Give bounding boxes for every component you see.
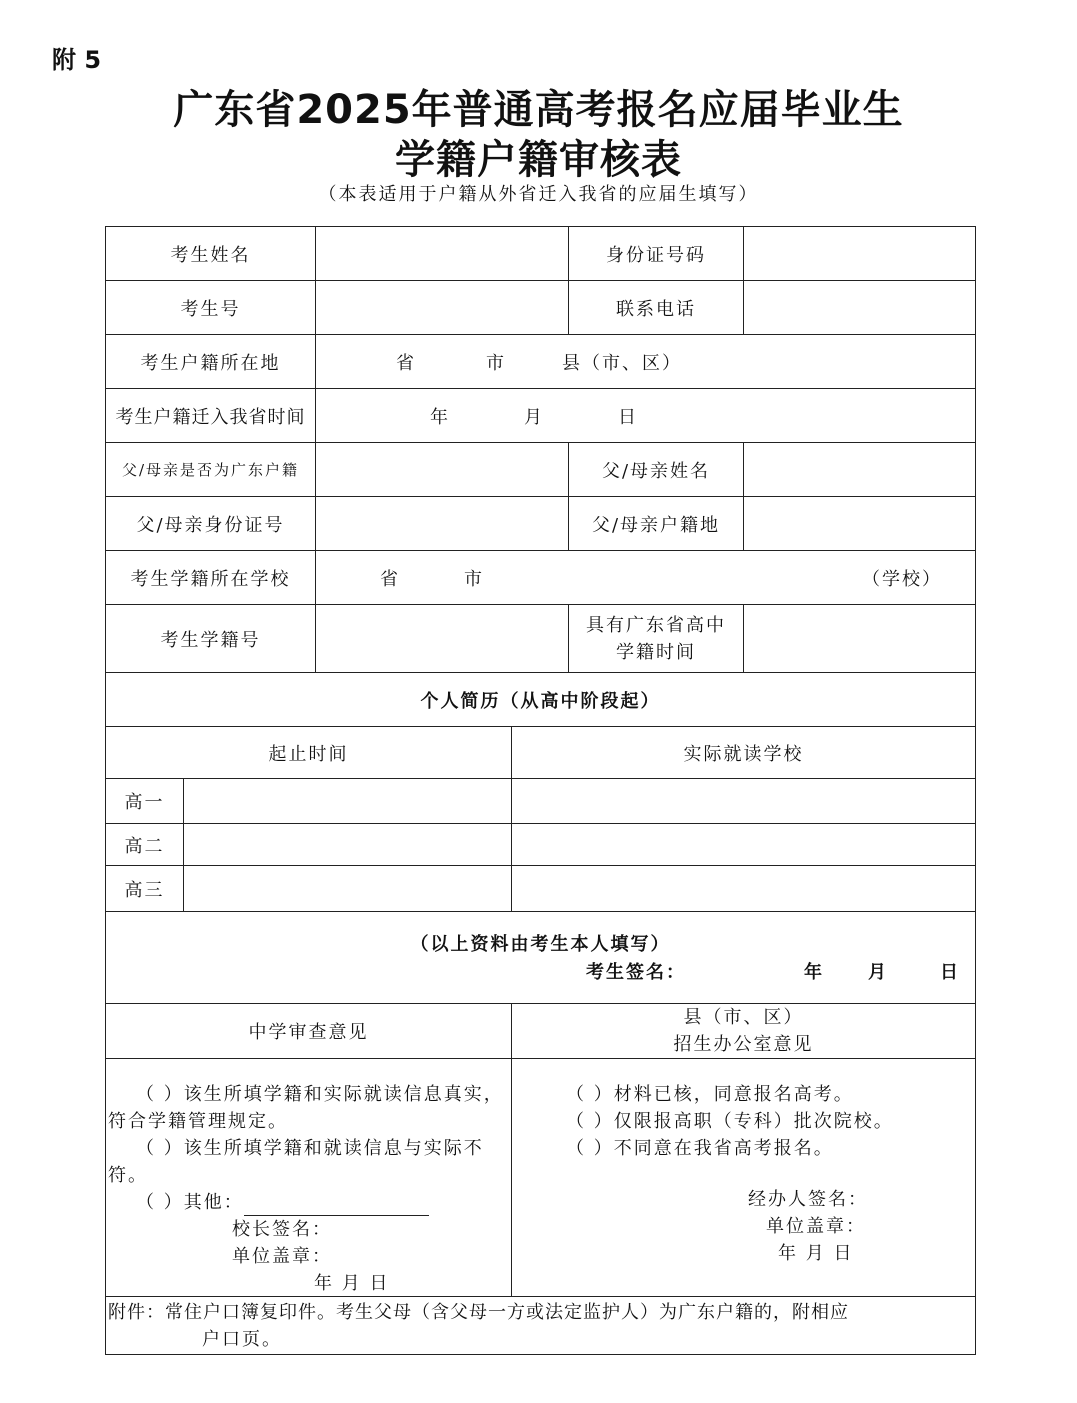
- label-gd-time-line1: 具有广东省高中: [586, 614, 726, 636]
- handler-signature-label: 经办人签名：: [748, 1189, 868, 1210]
- input-parent-gd[interactable]: [316, 443, 569, 497]
- office-option3[interactable]: （ ）不同意在我省高考报名。: [566, 1138, 834, 1159]
- declaration-cell[interactable]: [106, 912, 976, 1004]
- label-hukou-move-time: 考生户籍迁入我省时间: [106, 389, 316, 443]
- review-form-table: [105, 226, 976, 1355]
- label-xueji-no: 考生学籍号: [106, 605, 316, 673]
- unit-city: 市: [486, 352, 506, 374]
- row-opinions: [106, 1059, 976, 1297]
- resume-school-input[interactable]: [512, 866, 976, 912]
- row-hukou-location: [106, 335, 976, 389]
- input-school[interactable]: [316, 551, 976, 605]
- resume-time-input[interactable]: [184, 866, 512, 912]
- resume-row: [106, 779, 976, 824]
- input-hukou-location[interactable]: [316, 335, 976, 389]
- row-opinion-headers: [106, 1004, 976, 1059]
- input-hukou-move-time[interactable]: [316, 389, 976, 443]
- label-school: 考生学籍所在学校: [106, 551, 316, 605]
- resume-school-input[interactable]: [512, 779, 976, 824]
- row-school: [106, 551, 976, 605]
- resume-time-input[interactable]: [184, 824, 512, 866]
- unit-school-suffix: （学校）: [862, 568, 942, 590]
- row-declaration: [106, 912, 976, 1004]
- unit-month: 月: [524, 406, 544, 428]
- annex-label: 附 5: [52, 46, 102, 74]
- unit-school-city: 市: [464, 568, 484, 590]
- office-header-line1: 县（市、区）: [683, 1007, 804, 1028]
- label-parent-name: 父/母亲姓名: [569, 443, 744, 497]
- input-xueji-no[interactable]: [316, 605, 569, 673]
- office-option2[interactable]: （ ）仅限报高职（专科）批次院校。: [566, 1111, 894, 1132]
- office-option1[interactable]: （ ）材料已核，同意报名高考。: [566, 1084, 854, 1105]
- input-gd-time[interactable]: [744, 605, 976, 673]
- unit-county: 县（市、区）: [562, 352, 682, 374]
- student-signature-label: 考生签名：: [586, 962, 686, 983]
- row-exam-no: [106, 281, 976, 335]
- label-exam-no: 考生号: [106, 281, 316, 335]
- school-opinion-cell[interactable]: [106, 1059, 512, 1297]
- office-opinion-header: [512, 1004, 976, 1059]
- label-gd-time-line2: 学籍时间: [616, 641, 696, 663]
- row-name: [106, 227, 976, 281]
- label-parent-hukou: 父/母亲户籍地: [569, 497, 744, 551]
- declaration-day: 日: [940, 962, 960, 983]
- form-subtitle: （本表适用于户籍从外省迁入我省的应届生填写）: [318, 184, 759, 205]
- resume-col-time: 起止时间: [106, 727, 512, 779]
- resume-time-input[interactable]: [184, 779, 512, 824]
- unit-province: 省: [396, 352, 416, 374]
- label-parent-gd: 父/母亲是否为广东户籍: [106, 443, 316, 497]
- office-seal-label: 单位盖章：: [766, 1216, 866, 1237]
- row-resume-header: [106, 673, 976, 727]
- resume-school-input[interactable]: [512, 824, 976, 866]
- principal-signature-label: 校长签名：: [232, 1219, 332, 1240]
- unit-year: 年: [430, 406, 450, 428]
- resume-grade-label: 高三: [106, 866, 184, 912]
- other-reason-line[interactable]: [244, 1197, 429, 1216]
- attachment-line1: 附件：常住户口簿复印件。考生父母（含父母一方或法定监护人）为广东户籍的，附相应: [108, 1301, 849, 1323]
- form-title-line1: 广东省2025年普通高考报名应届毕业生: [173, 87, 904, 133]
- resume-col-school: 实际就读学校: [512, 727, 976, 779]
- label-phone: 联系电话: [569, 281, 744, 335]
- row-parent-gd: [106, 443, 976, 497]
- resume-grade-label: 高一: [106, 779, 184, 824]
- row-hukou-move-time: [106, 389, 976, 443]
- office-opinion-date: 年 月 日: [778, 1243, 854, 1264]
- input-parent-hukou[interactable]: [744, 497, 976, 551]
- unit-day: 日: [618, 406, 638, 428]
- resume-header: 个人简历（从高中阶段起）: [106, 673, 976, 727]
- declaration-month: 月: [868, 962, 888, 983]
- school-opinion-header: 中学审查意见: [106, 1004, 512, 1059]
- input-phone[interactable]: [744, 281, 976, 335]
- label-name: 考生姓名: [106, 227, 316, 281]
- input-parent-id[interactable]: [316, 497, 569, 551]
- office-opinion-cell[interactable]: [512, 1059, 976, 1297]
- attachment-line2: 户口页。: [202, 1328, 282, 1350]
- label-id-number: 身份证号码: [569, 227, 744, 281]
- row-xueji: [106, 605, 976, 673]
- resume-row: [106, 824, 976, 866]
- declaration-text: （以上资料由考生本人填写）: [410, 934, 671, 955]
- row-parent-id: [106, 497, 976, 551]
- school-option3[interactable]: （ ）其他：: [136, 1192, 244, 1213]
- school-seal-label: 单位盖章：: [232, 1246, 332, 1267]
- resume-row: [106, 866, 976, 912]
- label-hukou-location: 考生户籍所在地: [106, 335, 316, 389]
- form-title-line2: 学籍户籍审核表: [395, 137, 682, 183]
- school-option2[interactable]: （ ）该生所填学籍和就读信息与实际不: [136, 1138, 484, 1159]
- resume-grade-label: 高二: [106, 824, 184, 866]
- input-parent-name[interactable]: [744, 443, 976, 497]
- unit-school-province: 省: [380, 568, 400, 590]
- row-attachment: [106, 1297, 976, 1355]
- school-option2-cont: 符。: [108, 1165, 148, 1186]
- label-gd-time: [569, 605, 744, 673]
- school-opinion-date: 年 月 日: [314, 1273, 390, 1294]
- input-name[interactable]: [316, 227, 569, 281]
- row-resume-columns: [106, 727, 976, 779]
- input-id-number[interactable]: [744, 227, 976, 281]
- input-exam-no[interactable]: [316, 281, 569, 335]
- school-option1[interactable]: （ ）该生所填学籍和实际就读信息真实，: [136, 1084, 504, 1105]
- attachment-note: [106, 1297, 976, 1355]
- school-option1-cont: 符合学籍管理规定。: [108, 1111, 288, 1132]
- declaration-year: 年: [804, 962, 824, 983]
- office-header-line2: 招生办公室意见: [673, 1034, 814, 1055]
- label-parent-id: 父/母亲身份证号: [106, 497, 316, 551]
